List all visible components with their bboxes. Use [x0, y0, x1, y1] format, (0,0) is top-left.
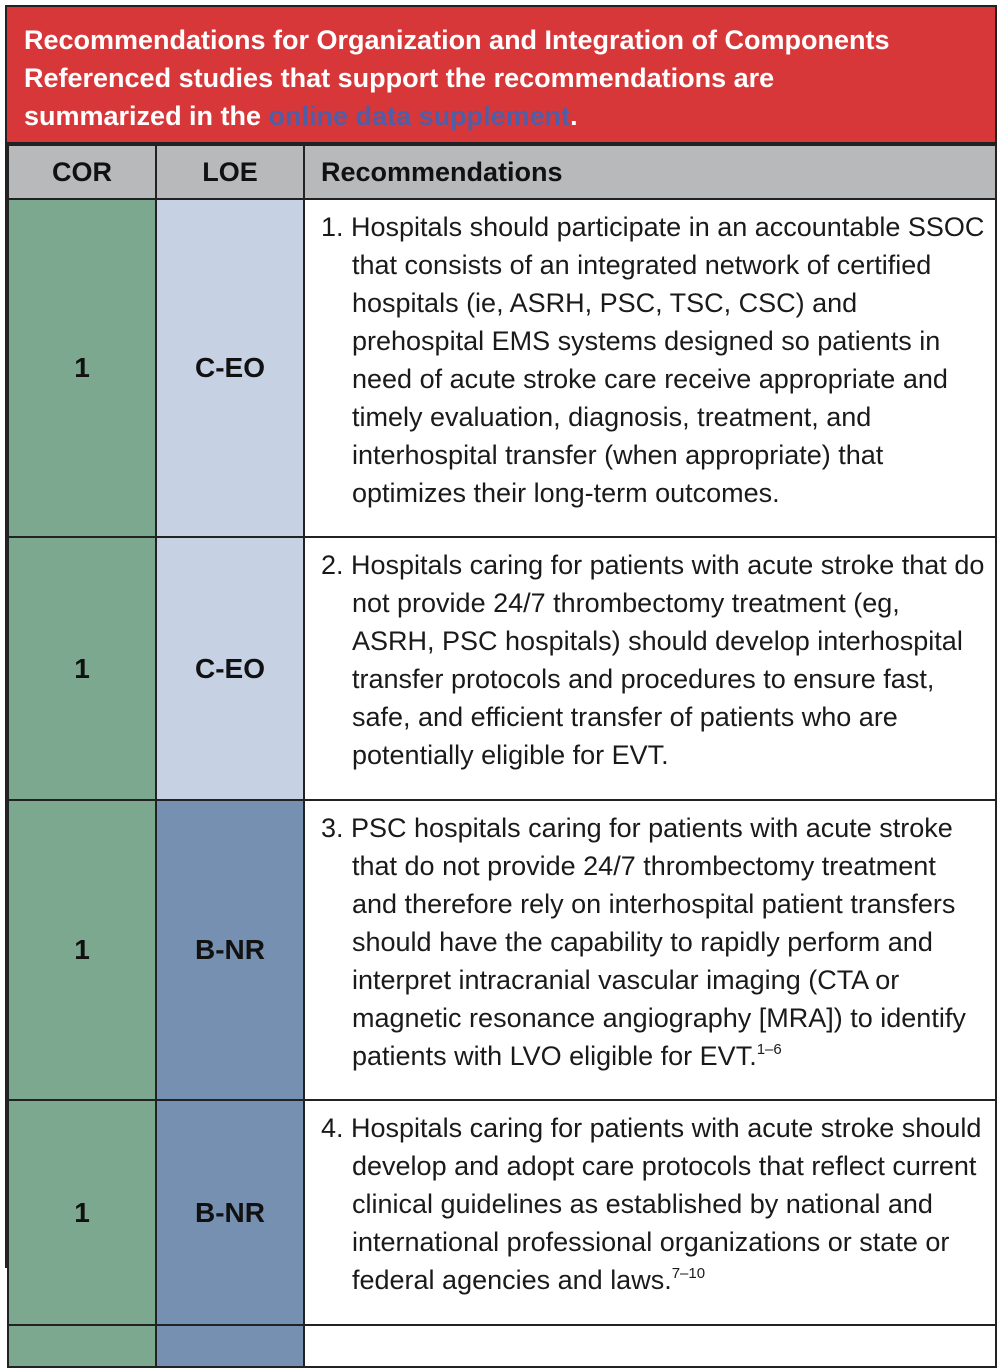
- column-header-recommendations: Recommendations: [304, 145, 996, 199]
- table-header-row: [8, 145, 996, 199]
- loe-cell: B-NR: [156, 1100, 304, 1325]
- banner-subtitle: Referenced studies that support the recommendations are: [24, 63, 775, 93]
- recommendation-text: [321, 546, 985, 774]
- recommendation-cell: [304, 1325, 996, 1367]
- table-row: [8, 1100, 996, 1325]
- cor-cell: [8, 1325, 156, 1367]
- table-banner: [7, 7, 995, 144]
- online-data-supplement-link[interactable]: online data supplement: [268, 101, 571, 131]
- recommendation-text: [321, 809, 985, 1075]
- cor-cell: 1: [8, 199, 156, 537]
- recommendation-body: 2. Hospitals caring for patients with acute stroke that do not provide 24/7 thrombectomy treatment (eg, ASRH, PSC hospitals) should develop interhospital transfer protocols and procedures to ensure fast, safe, and efficient transfer of patients who are potentially eligible for EVT.: [321, 550, 985, 770]
- banner-prefix: summarized in the: [24, 101, 269, 131]
- reference-superscript: 1–6: [756, 1041, 782, 1058]
- recommendation-cell: [304, 199, 996, 537]
- recommendation-cell: [304, 1100, 996, 1325]
- table-row: [8, 199, 996, 537]
- cor-cell: 1: [8, 800, 156, 1100]
- table-row: [8, 800, 996, 1100]
- loe-cell: [156, 1325, 304, 1367]
- recommendations-table: [7, 144, 997, 1368]
- recommendation-body: 1. Hospitals should participate in an accountable SSOC that consists of an integrated network of certified hospitals (ie, ASRH, PSC, TSC, CSC) and prehospital EMS systems designed so patients in need of acute stroke care receive appropriate and timely evaluation, diagnosis, treatment, and interhospital transfer (when appropriate) that optimizes their long-term outcomes.: [321, 212, 985, 508]
- banner-suffix: .: [570, 101, 578, 131]
- reference-superscript: 7–10: [671, 1265, 706, 1282]
- recommendation-body: 4. Hospitals caring for patients with acute stroke should develop and adopt care protocols that reflect current clinical guidelines as established by national and international professional organizations or state or federal agencies and laws.: [321, 1113, 982, 1295]
- loe-cell: C-EO: [156, 537, 304, 800]
- loe-cell: C-EO: [156, 199, 304, 537]
- loe-cell: B-NR: [156, 800, 304, 1100]
- banner-title: Recommendations for Organization and Integration of Components: [24, 25, 890, 55]
- banner-subtitle-line3: [24, 97, 979, 135]
- recommendation-text: [321, 208, 985, 512]
- column-header-loe: LOE: [156, 145, 304, 199]
- cor-cell: 1: [8, 537, 156, 800]
- recommendations-table-card: [5, 5, 997, 1295]
- recommendation-text: [321, 1109, 985, 1299]
- table-row-partial: [8, 1325, 996, 1367]
- recommendation-body: 3. PSC hospitals caring for patients with acute stroke that do not provide 24/7 thrombectomy treatment and therefore rely on interhospital patient transfers should have the capability to rapidly perform and interpret intracranial vascular imaging (CTA or magnetic resonance angiography [MRA]) to identify patients with LVO eligible for EVT.: [321, 813, 966, 1071]
- column-header-cor: COR: [8, 145, 156, 199]
- recommendation-cell: [304, 800, 996, 1100]
- recommendation-cell: [304, 537, 996, 800]
- table-row: [8, 537, 996, 800]
- cor-cell: 1: [8, 1100, 156, 1325]
